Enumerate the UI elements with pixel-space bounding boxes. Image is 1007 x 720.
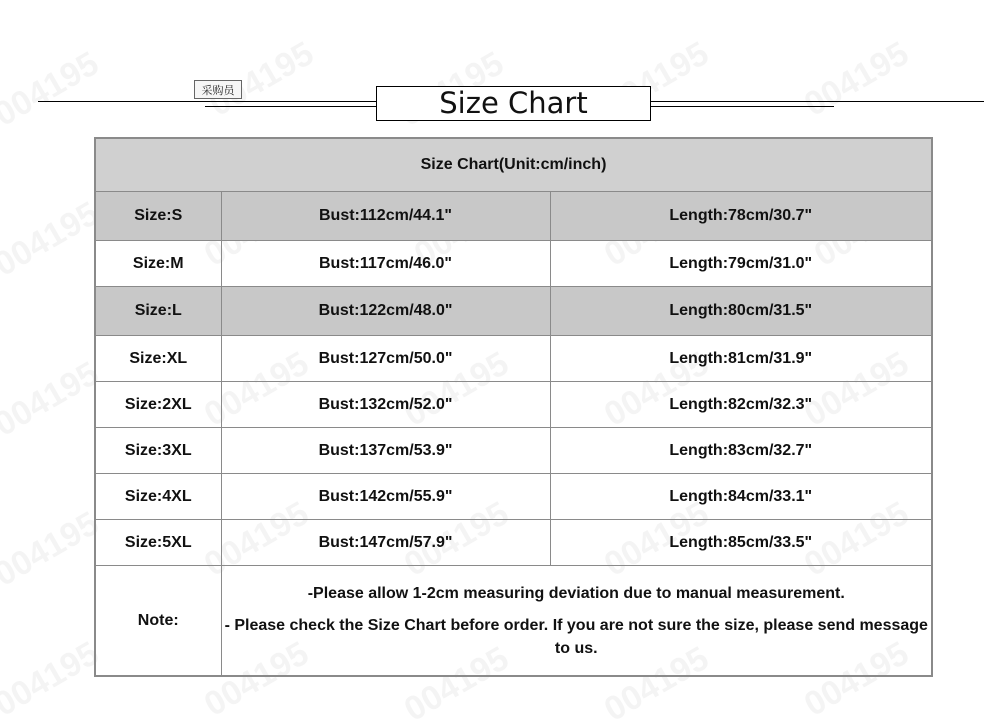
watermark [798,34,916,125]
length-cell: Length:82cm/32.3" [550,382,932,428]
bust-cell: Bust:117cm/46.0" [221,241,550,287]
note-label: Note: [95,566,221,677]
header-rule [205,106,376,107]
table-row [95,192,932,241]
size-cell: Size:M [95,241,221,287]
table-row [95,336,932,382]
table-row [95,287,932,336]
watermark [0,194,106,285]
bust-cell: Bust:142cm/55.9" [221,474,550,520]
size-cell: Size:S [95,192,221,241]
size-cell: Size:5XL [95,520,221,566]
header-rule [38,101,376,102]
size-cell: Size:XL [95,336,221,382]
header-rule [651,106,834,107]
length-cell: Length:85cm/33.5" [550,520,932,566]
note-line: - Please check the Size Chart before order. If you are not sure the size, please send message to us. [224,616,928,657]
header-rule [651,101,984,102]
watermark [0,504,106,595]
table-row [95,382,932,428]
length-cell: Length:79cm/31.0" [550,241,932,287]
length-cell: Length:81cm/31.9" [550,336,932,382]
note-content [221,566,932,677]
note-line: -Please allow 1-2cm measuring deviation due to manual measurement. [307,584,845,602]
purchaser-tag: 采购员 [194,80,242,99]
bust-cell: Bust:122cm/48.0" [221,287,550,336]
bust-cell: Bust:137cm/53.9" [221,428,550,474]
table-row [95,428,932,474]
size-cell: Size:L [95,287,221,336]
size-cell: Size:2XL [95,382,221,428]
bust-cell: Bust:147cm/57.9" [221,520,550,566]
length-cell: Length:78cm/30.7" [550,192,932,241]
table-row [95,241,932,287]
length-cell: Length:80cm/31.5" [550,287,932,336]
table-header: Size Chart(Unit:cm/inch) [95,138,932,192]
watermark [0,634,106,720]
table-row [95,520,932,566]
bust-cell: Bust:112cm/44.1" [221,192,550,241]
size-chart-table [94,137,933,677]
page-title: Size Chart [376,86,651,121]
length-cell: Length:83cm/32.7" [550,428,932,474]
note-row [95,566,932,677]
size-cell: Size:3XL [95,428,221,474]
bust-cell: Bust:127cm/50.0" [221,336,550,382]
length-cell: Length:84cm/33.1" [550,474,932,520]
size-cell: Size:4XL [95,474,221,520]
table-header-row [95,138,932,192]
watermark [0,354,106,445]
bust-cell: Bust:132cm/52.0" [221,382,550,428]
table-row [95,474,932,520]
watermark [0,44,106,135]
